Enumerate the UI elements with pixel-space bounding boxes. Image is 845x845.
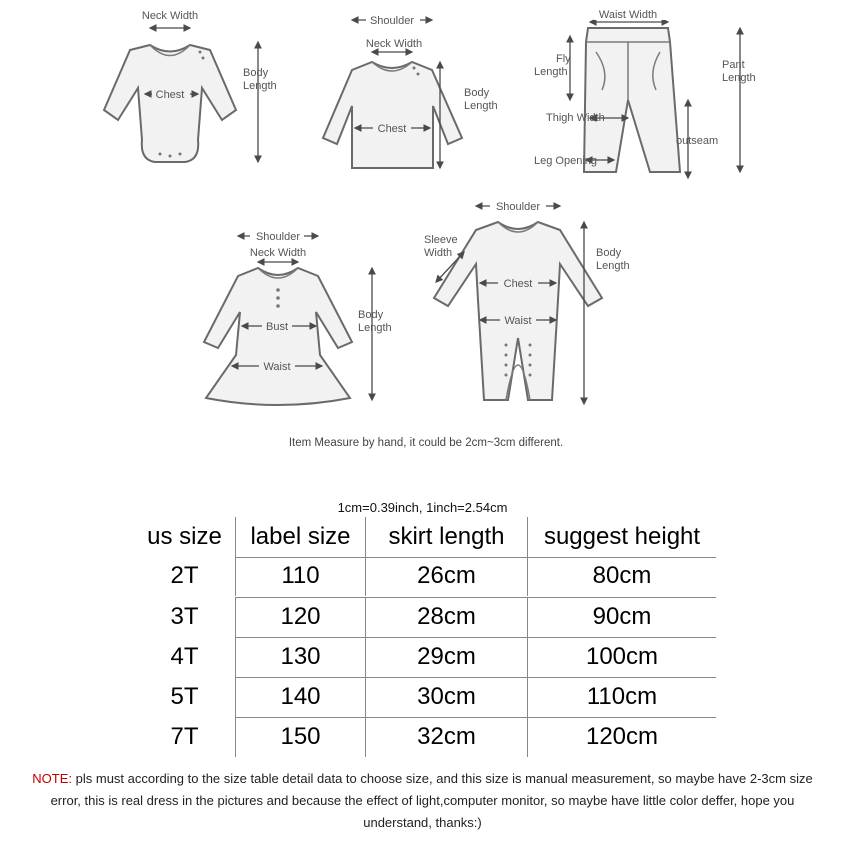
pants-outseam-label: outseam	[676, 135, 719, 147]
tshirt-illustration	[323, 14, 498, 168]
romper-sleeve-label: Sleeve	[424, 234, 458, 246]
note-label: NOTE:	[32, 771, 73, 786]
cell-skirt-length: 28cm	[365, 597, 527, 637]
cell-label-size: 150	[235, 717, 365, 757]
bodysuit-body-label: Body	[243, 67, 269, 79]
cell-us-size: 4T	[170, 643, 199, 670]
romper-sleeve-width-label: Width	[424, 247, 453, 259]
cell-us-size: 5T	[170, 683, 199, 710]
romper-chest-label: Chest	[503, 278, 533, 290]
pants-leg-opening-label: Leg Opening	[534, 155, 597, 167]
cell-suggest-height: 100cm	[527, 637, 716, 677]
dress-length-label: Length	[358, 322, 392, 334]
measure-caption: Item Measure by hand, it could be 2cm~3cm different.	[288, 437, 564, 449]
cell-us-size: 3T	[170, 603, 199, 630]
cell-skirt-length: 29cm	[365, 637, 527, 677]
tshirt-shoulder-label: Shoulder	[369, 15, 415, 27]
table-row	[134, 677, 716, 717]
cell-skirt-length: 26cm	[365, 556, 527, 596]
pants-fly-label: Fly	[556, 53, 571, 65]
table-row	[134, 556, 716, 596]
cell-label-size: 120	[235, 597, 365, 637]
header-us-size: us size	[147, 523, 222, 550]
cell-skirt-length: 30cm	[365, 677, 527, 717]
pants-fly-length-label: Length	[534, 66, 568, 78]
bodysuit-chest-label: Chest	[155, 89, 185, 101]
unit-conversion: 1cm=0.39inch, 1inch=2.54cm	[337, 500, 508, 515]
size-note	[20, 768, 825, 834]
cell-skirt-length: 32cm	[365, 717, 527, 757]
table-header	[134, 517, 716, 557]
tshirt-length-label: Length	[464, 100, 498, 112]
cell-label-size: 110	[235, 556, 365, 596]
pants-waist-width-label: Waist Width	[598, 9, 658, 21]
bodysuit-illustration	[104, 10, 277, 162]
romper-length-label: Length	[596, 260, 630, 272]
note-text: pls must according to the size table detail data to choose size, and this size is manual measurement, so maybe have 2-3cm size error, this is real dress in the pictures and because the effect of light,computer monitor, so maybe have little color deffer, hope you understand, thanks:)	[50, 771, 813, 830]
dress-waist-label: Waist	[263, 361, 291, 373]
dress-body-label: Body	[358, 309, 384, 321]
header-skirt-length: skirt length	[365, 517, 527, 557]
romper-waist-label: Waist	[504, 315, 532, 327]
cell-suggest-height: 90cm	[527, 597, 716, 637]
romper-shoulder-label: Shoulder	[495, 201, 541, 213]
tshirt-chest-label: Chest	[377, 123, 407, 135]
cell-suggest-height: 110cm	[527, 677, 716, 717]
dress-shoulder-label: Shoulder	[255, 231, 301, 243]
cell-us-size: 7T	[170, 723, 199, 750]
romper-body-label: Body	[596, 247, 622, 259]
cell-label-size: 130	[235, 637, 365, 677]
dress-bust-label: Bust	[265, 321, 289, 333]
dress-illustration	[204, 230, 392, 405]
cell-suggest-height: 120cm	[527, 717, 716, 757]
table-row	[134, 637, 716, 677]
bodysuit-length-label: Length	[243, 80, 277, 92]
cell-suggest-height: 80cm	[527, 556, 716, 596]
pants-pant-label: Pant	[722, 59, 745, 71]
pants-thigh-width-label: Thigh Width	[546, 112, 605, 124]
dress-neck-width-label: Neck Width	[249, 247, 307, 259]
pants-length-label: Length	[722, 72, 756, 84]
table-row	[134, 597, 716, 637]
tshirt-neck-width-label: Neck Width	[365, 38, 423, 50]
cell-label-size: 140	[235, 677, 365, 717]
pants-illustration	[534, 8, 756, 178]
bodysuit-neck-width-label: Neck Width	[141, 10, 199, 22]
header-suggest-height: suggest height	[527, 517, 716, 557]
header-label-size: label size	[235, 517, 365, 557]
cell-us-size: 2T	[170, 562, 199, 589]
table-row	[134, 717, 716, 757]
romper-illustration	[424, 200, 630, 404]
tshirt-body-label: Body	[464, 87, 490, 99]
